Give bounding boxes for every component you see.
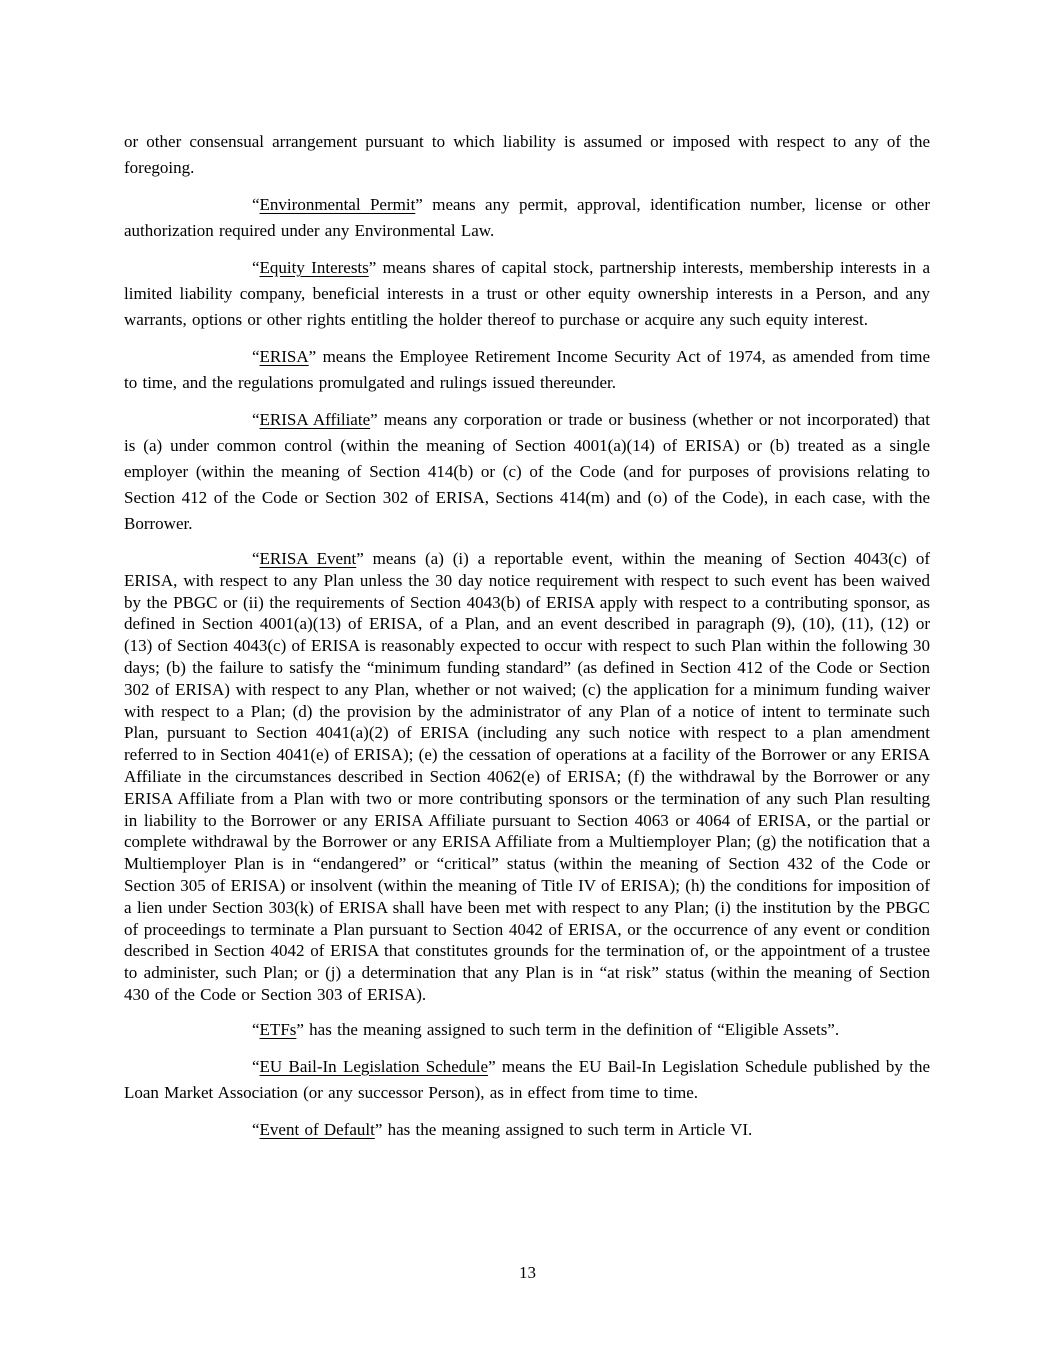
definition-text: ” means the EU Bail-In Legislation Schedule published by the Loan Market Association (or any successor Person), as in effect from time to time. <box>124 1056 930 1102</box>
def-erisa-event <box>124 548 930 1006</box>
page-number: 13 <box>519 1263 536 1282</box>
definition-text: ” means any permit, approval, identification number, license or other authorization required under any Environmental Law. <box>124 195 931 240</box>
definition-text: ” means shares of capital stock, partnership interests, membership interests in a limited liability company, beneficial interests in a trust or other equity ownership interests in a Person, and any warrants, options or other rights entitling the holder thereof to purchase or acquire any such equity interest. <box>124 258 931 329</box>
definition-text: ” means any corporation or trade or business (whether or not incorporated) that is (a) under common control (within the meaning of Section 4001(a)(14) of ERISA) or (b) treated as a single employer (within the meaning of Section 414(b) or (c) of the Code (and for purposes of provisions relating to Section 412 of the Code or Section 302 of ERISA, Sections 414(m) and (o) of the Code), in each case, with the Borrower. <box>124 410 930 533</box>
open-quote: “ <box>252 1119 260 1139</box>
text-block <box>124 129 930 1154</box>
open-quote: “ <box>252 347 260 366</box>
def-etfs <box>124 1017 930 1043</box>
defined-term: ERISA <box>259 347 309 366</box>
para-continuation <box>124 129 930 181</box>
def-environmental-permit <box>124 192 930 244</box>
definition-text: ” has the meaning assigned to such term in the definition of “Eligible Assets”. <box>296 1019 840 1039</box>
def-erisa-affiliate <box>124 407 930 537</box>
defined-term: Equity Interests <box>259 258 369 277</box>
def-equity-interests <box>124 255 930 333</box>
definition-text: ” means (a) (i) a reportable event, within the meaning of Section 4043(c) of ERISA, with respect to any Plan unless the 30 day notice requirement with respect to such event has been waived by the PBGC or (ii) the requirements of Section 4043(b) of ERISA apply with respect to a contributing sponsor, as defined in Section 4001(a)(13) of ERISA, of a Plan, and an event described in paragraph (9), (10), (11), (12) or (13) of Section 4043(c) of ERISA is reasonably expected to occur with respect to such Plan within the following 30 days; (b) the failure to satisfy the “minimum funding standard” (as defined in Section 412 of the Code or Section 302 of ERISA) with respect to any Plan, whether or not waived; (c) the application for a minimum funding waiver with respect to a Plan; (d) the provision by the administrator of any Plan of a notice of intent to terminate such Plan, pursuant to Section 4041(a)(2) of ERISA (including any such notice with respect to a plan amendment referred to in Section 4041(e) of ERISA); (e) the cessation of operations at a facility of the Borrower or any ERISA Affiliate in the circumstances described in Section 4062(e) of ERISA; (f) the withdrawal by the Borrower or any ERISA Affiliate from a Plan with two or more contributing sponsors or the termination of any such Plan resulting in liability to the Borrower or any ERISA Affiliate pursuant to Section 4063 or 4064 of ERISA, or the partial or complete withdrawal by the Borrower or any ERISA Affiliate from a Multiemployer Plan; (g) the notification that a Multiemployer Plan is in “endangered” or “critical” status (within the meaning of Section 432 of the Code or Section 305 of ERISA) or insolvent (within the meaning of Title IV of ERISA); (h) the conditions for imposition of a lien under Section 303(k) of ERISA shall have been met with respect to any Plan; (i) the institution by the PBGC of proceedings to terminate a Plan pursuant to Section 4042 of ERISA, or the occurrence of any event or condition described in Section 4042 of ERISA that constitutes grounds for the termination of, or the appointment of a trustee to administer, such Plan; or (j) a determination that any Plan is in “at risk” status (within the meaning of Section 430 of the Code or Section 303 of ERISA). <box>124 549 930 1004</box>
paragraph-text: or other consensual arrangement pursuant to which liability is assumed or imposed with respect to any of the foregoing. <box>124 132 930 177</box>
open-quote: “ <box>252 195 260 214</box>
defined-term: ERISA Event <box>259 549 357 568</box>
defined-term: ERISA Affiliate <box>259 410 371 429</box>
open-quote: “ <box>252 1056 260 1076</box>
defined-term: Environmental Permit <box>259 195 416 214</box>
def-event-of-default <box>124 1117 930 1143</box>
defined-term: EU Bail-In Legislation Schedule <box>259 1056 489 1076</box>
def-eu-bail-in-legislation-schedule <box>124 1054 930 1106</box>
open-quote: “ <box>252 549 260 568</box>
open-quote: “ <box>252 1019 260 1039</box>
defined-term: ETFs <box>259 1019 297 1039</box>
open-quote: “ <box>252 258 260 277</box>
definition-text: ” means the Employee Retirement Income Security Act of 1974, as amended from time to time, and the regulations promulgated and rulings issued thereunder. <box>124 347 930 392</box>
definition-text: ” has the meaning assigned to such term in Article VI. <box>374 1119 753 1139</box>
open-quote: “ <box>252 410 260 429</box>
def-erisa <box>124 344 930 396</box>
defined-term: Event of Default <box>259 1119 375 1139</box>
